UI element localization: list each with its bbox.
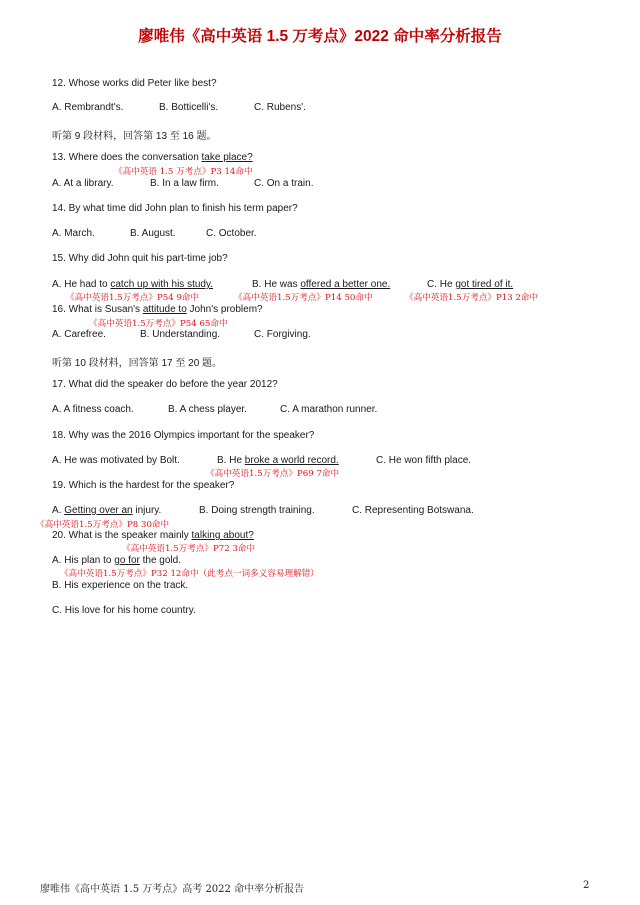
page-title: 廖唯伟《高中英语 1.5 万考点》2022 命中率分析报告 (138, 28, 502, 45)
question-18: 18. Why was the 2016 Olympics important for the speaker? (52, 430, 315, 441)
q20-a-highlight: go for (114, 555, 140, 566)
q20-hit-note: 《高中英语1.5万考点》P72 3命中 (122, 544, 256, 554)
q14-option-b: B. August. (130, 228, 176, 239)
q15-a-hit-note: 《高中英语1.5万考点》P54 9命中 (66, 293, 200, 303)
page-number: 2 (583, 880, 590, 891)
q16-option-b: B. Understanding. (140, 329, 221, 340)
q13-option-b: B. In a law firm. (150, 178, 219, 189)
q15-b-hit-note: 《高中英语1.5万考点》P14 50命中 (234, 293, 373, 303)
q18-option-c: C. He won fifth place. (376, 455, 472, 466)
q16-text: 16. What is Susan's (52, 304, 143, 315)
q15-b-text: B. He was (252, 279, 301, 290)
q15-option-a (52, 279, 213, 290)
question-14: 14. By what time did John plan to finish his term paper? (52, 203, 298, 214)
q19-option-a (52, 505, 161, 516)
q15-a-highlight: catch up with his study. (110, 279, 214, 290)
q15-c-highlight: got tired of it. (455, 279, 514, 290)
question-15: 15. Why did John quit his part-time job? (52, 253, 228, 264)
q20-a-text: A. His plan to (52, 555, 115, 566)
question-12: 12. Whose works did Peter like best? (52, 78, 217, 89)
q20-highlight: talking about? (191, 530, 254, 541)
q18-b-highlight: broke a world record. (244, 455, 339, 466)
q19-a-text-end: injury. (132, 505, 162, 516)
q20-option-c: C. His love for his home country. (52, 605, 196, 616)
footer-text: 廖唯伟《高中英语 1.5 万考点》高考 2022 命中率分析报告 (40, 884, 305, 895)
q17-option-c: C. A marathon runner. (280, 404, 378, 415)
q19-option-b: B. Doing strength training. (199, 505, 315, 516)
q13-option-a: A. At a library. (52, 178, 114, 189)
q13-highlight: take place? (201, 152, 253, 163)
q20-a-hit-note: 《高中英语1.5万考点》P32 12命中（此考点一词多义容易理解错） (60, 569, 319, 579)
q19-hit-note: 《高中英语1.5万考点》P8 30命中 (36, 520, 170, 530)
section-10-instruction: 听第 10 段材料，回答第 17 至 20 题。 (52, 358, 223, 369)
q17-option-b: B. A chess player. (168, 404, 247, 415)
q20-text: 20. What is the speaker mainly (52, 530, 192, 541)
section-9-instruction: 听第 9 段材料，回答第 13 至 16 题。 (52, 131, 217, 142)
q16-hit-note: 《高中英语1.5万考点》P54 65命中 (89, 319, 228, 329)
q19-option-c: C. Representing Botswana. (352, 505, 474, 516)
q18-b-text: B. He (217, 455, 245, 466)
q15-b-highlight: offered a better one. (300, 279, 391, 290)
q18-option-a: A. He was motivated by Bolt. (52, 455, 180, 466)
question-20 (52, 530, 254, 541)
q12-option-a: A. Rembrandt's. (52, 102, 124, 113)
question-13 (52, 152, 253, 163)
q20-option-a (52, 555, 181, 566)
q15-option-b (252, 279, 390, 290)
q19-a-text: A. (52, 505, 65, 516)
question-16 (52, 304, 263, 315)
q18-hit-note: 《高中英语1.5万考点》P69 7命中 (206, 469, 340, 479)
q16-text-end: John's problem? (186, 304, 263, 315)
q13-option-c: C. On a train. (254, 178, 314, 189)
q15-c-hit-note: 《高中英语1.5万考点》P13 2命中 (405, 293, 539, 303)
q14-option-a: A. March. (52, 228, 95, 239)
q20-option-b: B. His experience on the track. (52, 580, 189, 591)
q14-option-c: C. October. (206, 228, 257, 239)
q16-option-a: A. Carefree. (52, 329, 106, 340)
q12-option-b: B. Botticelli's. (159, 102, 219, 113)
q16-option-c: C. Forgiving. (254, 329, 311, 340)
q13-hit-note: 《高中英语 1.5 万考点》P3 14命中 (114, 167, 253, 177)
q20-a-text-end: the gold. (139, 555, 181, 566)
q18-option-b (217, 455, 339, 466)
q15-option-c (427, 279, 513, 290)
q15-c-text: C. He (427, 279, 456, 290)
question-17: 17. What did the speaker do before the year 2012? (52, 379, 278, 390)
q13-text: 13. Where does the conversation (52, 152, 202, 163)
q15-a-text: A. He had to (52, 279, 111, 290)
q19-a-highlight: Getting over an (64, 505, 133, 516)
q12-option-c: C. Rubens'. (254, 102, 306, 113)
question-19: 19. Which is the hardest for the speaker? (52, 480, 235, 491)
q16-highlight: attitude to (142, 304, 187, 315)
q17-option-a: A. A fitness coach. (52, 404, 134, 415)
